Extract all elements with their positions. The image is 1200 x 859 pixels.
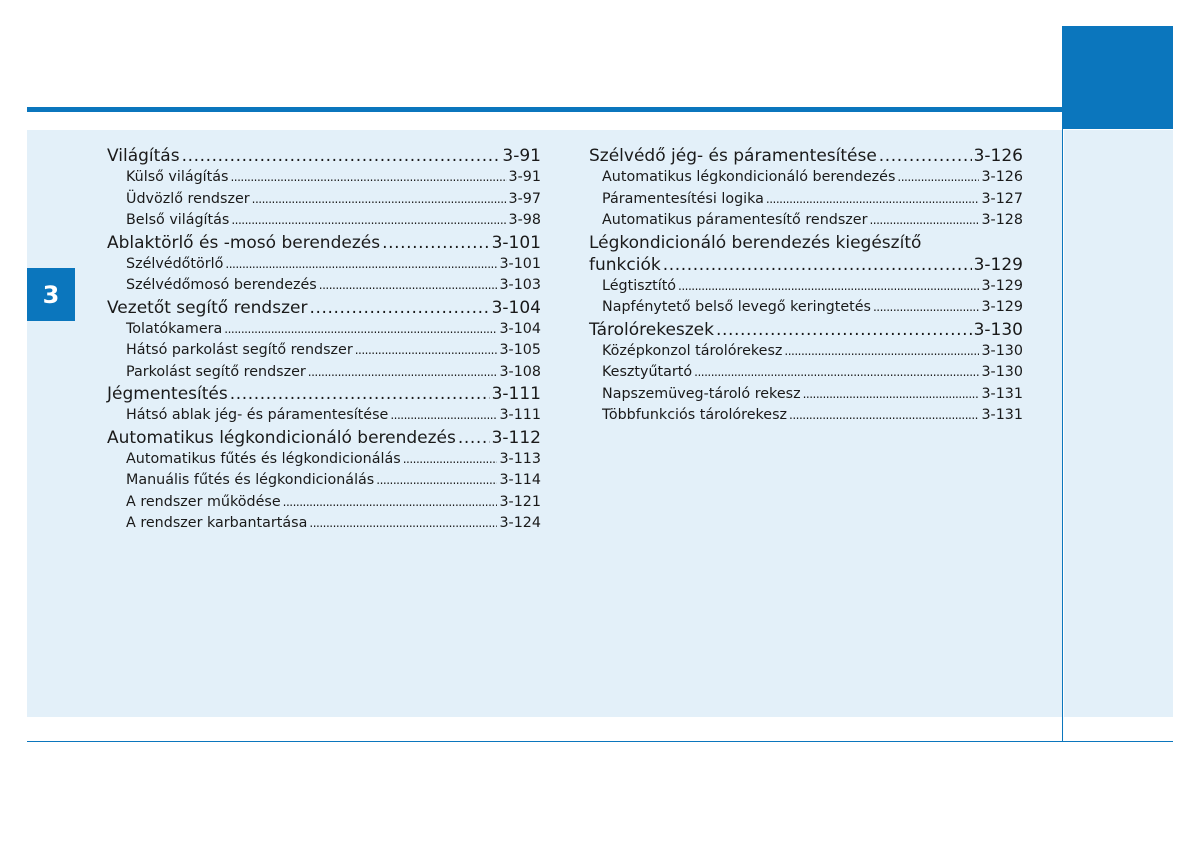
toc-subsection-entry[interactable] xyxy=(107,167,541,189)
toc-entry-title: A rendszer működése xyxy=(126,493,281,510)
toc-dot-leader xyxy=(252,189,507,211)
toc-entry-title: Légtisztító xyxy=(602,277,677,294)
toc-page-number: 3-129 xyxy=(981,299,1023,315)
toc-entry-title: Külső világítás xyxy=(126,169,229,185)
side-panel xyxy=(1064,130,1173,717)
toc-subsection-entry[interactable] xyxy=(107,513,541,535)
toc-subsection-entry[interactable] xyxy=(107,492,541,514)
toc-page-number: 3-131 xyxy=(981,407,1023,423)
toc-entry-title: Többfunkciós tárolórekesz xyxy=(602,407,788,423)
toc-entry-title: Világítás xyxy=(107,146,180,166)
toc-page-number: 3-129 xyxy=(981,277,1023,294)
toc-entry-title: Napfénytető belső levegő keringtetés xyxy=(602,299,871,315)
toc-page-number: 3-108 xyxy=(499,363,541,380)
toc-page-number: 3-91 xyxy=(502,146,541,166)
toc-left-column xyxy=(107,145,541,535)
toc-page-number: 3-114 xyxy=(499,472,541,488)
toc-subsection-entry[interactable] xyxy=(589,276,1023,298)
toc-entry-title: Páramentesítési logika xyxy=(602,190,764,207)
toc-subsection-entry[interactable] xyxy=(589,297,1023,319)
toc-entry-title: Automatikus fűtés és légkondicionálás xyxy=(126,450,401,467)
toc-entry-title: Automatikus légkondicionáló berendezés xyxy=(107,427,456,448)
toc-entry-title: Manuális fűtés és légkondicionálás xyxy=(126,472,375,488)
toc-entry-title: A rendszer karbantartása xyxy=(126,515,308,531)
toc-dot-leader xyxy=(869,210,979,232)
toc-entry-title: Kesztyűtartó xyxy=(602,364,693,380)
toc-subsection-entry[interactable] xyxy=(589,384,1023,406)
toc-entry-title: Hátsó parkolást segítő rendszer xyxy=(126,342,353,358)
toc-entry-title: Hátsó ablak jég- és páramentesítése xyxy=(126,407,389,423)
toc-page-number: 3-130 xyxy=(981,364,1023,380)
toc-subsection-entry[interactable] xyxy=(107,470,541,492)
toc-dot-leader xyxy=(897,167,979,189)
toc-dot-leader xyxy=(182,145,501,167)
toc-dot-leader xyxy=(678,276,979,298)
toc-page-number: 3-104 xyxy=(499,320,541,337)
toc-subsection-entry[interactable] xyxy=(107,405,541,427)
toc-dot-leader xyxy=(458,427,490,449)
toc-dot-leader xyxy=(694,362,979,384)
toc-dot-leader xyxy=(879,145,972,167)
toc-section-entry[interactable] xyxy=(107,145,541,167)
toc-page-number: 3-121 xyxy=(499,493,541,510)
toc-entry-title: Napszemüveg-tároló rekesz xyxy=(602,385,801,402)
toc-subsection-entry[interactable] xyxy=(107,254,541,276)
toc-dot-leader xyxy=(766,189,980,211)
toc-page-number: 3-130 xyxy=(973,319,1023,340)
toc-dot-leader xyxy=(403,449,498,471)
toc-heading-line: Légkondicionáló berendezés kiegészítő xyxy=(589,232,922,253)
toc-section-entry[interactable] xyxy=(107,297,541,319)
toc-subsection-entry[interactable] xyxy=(107,362,541,384)
toc-page-number: 3-126 xyxy=(973,146,1023,166)
toc-section-entry[interactable] xyxy=(589,319,1023,341)
toc-page-number: 3-98 xyxy=(508,212,541,228)
toc-page-number: 3-126 xyxy=(981,169,1023,185)
toc-subsection-entry[interactable] xyxy=(107,210,541,232)
toc-dot-leader xyxy=(230,383,490,405)
toc-dot-leader xyxy=(663,254,972,276)
toc-page-number: 3-127 xyxy=(981,190,1023,207)
toc-subsection-entry[interactable] xyxy=(589,362,1023,384)
toc-page-number: 3-111 xyxy=(491,384,541,404)
toc-page-number: 3-129 xyxy=(973,254,1023,275)
toc-section-entry[interactable] xyxy=(589,145,1023,167)
toc-entry-title: funkciók xyxy=(589,254,661,275)
toc-dot-leader xyxy=(230,167,506,189)
toc-section-entry[interactable] xyxy=(107,383,541,405)
toc-dot-leader xyxy=(231,210,506,232)
toc-entry-title: Belső világítás xyxy=(126,212,230,228)
toc-subsection-entry[interactable] xyxy=(107,340,541,362)
toc-page-number: 3-101 xyxy=(491,232,541,253)
toc-entry-title: Jégmentesítés xyxy=(107,384,228,404)
toc-dot-leader xyxy=(355,340,498,362)
toc-subsection-entry[interactable] xyxy=(107,319,541,341)
toc-entry-title: Ablaktörlő és -mosó berendezés xyxy=(107,232,381,253)
toc-dot-leader xyxy=(309,513,497,535)
toc-entry-title: Szélvédőtörlő xyxy=(126,255,224,272)
toc-dot-leader xyxy=(716,319,972,341)
toc-entry-title: Parkolást segítő rendszer xyxy=(126,363,306,380)
toc-subsection-entry[interactable] xyxy=(107,449,541,471)
toc-page-number: 3-103 xyxy=(499,277,541,293)
toc-page-number: 3-97 xyxy=(508,190,541,207)
toc-subsection-entry[interactable] xyxy=(589,189,1023,211)
toc-dot-leader xyxy=(309,297,489,319)
toc-entry-title: Szélvédőmosó berendezés xyxy=(126,277,317,293)
toc-subsection-entry[interactable] xyxy=(589,341,1023,363)
toc-dot-leader xyxy=(382,232,490,254)
toc-dot-leader xyxy=(376,470,497,492)
toc-dot-leader xyxy=(283,492,498,514)
toc-section-entry[interactable] xyxy=(107,427,541,449)
toc-right-column xyxy=(589,145,1023,427)
toc-page-number: 3-104 xyxy=(491,297,541,318)
toc-entry-title: Tárolórekeszek xyxy=(589,319,714,340)
toc-entry-title: Középkonzol tárolórekesz xyxy=(602,342,783,359)
toc-entry-title: Vezetőt segítő rendszer xyxy=(107,297,308,318)
toc-subsection-entry[interactable] xyxy=(589,210,1023,232)
corner-tab xyxy=(1062,26,1173,129)
toc-page-number: 3-112 xyxy=(491,427,541,448)
toc-dot-leader xyxy=(784,341,979,363)
toc-page-number: 3-131 xyxy=(981,385,1023,402)
toc-entry-title: Automatikus páramentesítő rendszer xyxy=(602,212,868,228)
toc-dot-leader xyxy=(224,319,497,341)
toc-subsection-entry[interactable] xyxy=(589,167,1023,189)
toc-entry-title: Üdvözlő rendszer xyxy=(126,190,250,207)
toc-section-entry[interactable] xyxy=(589,254,1023,276)
toc-page-number: 3-111 xyxy=(499,407,541,423)
toc-page-number: 3-101 xyxy=(499,255,541,272)
toc-subsection-entry[interactable] xyxy=(107,275,541,297)
toc-section-entry[interactable] xyxy=(107,232,541,254)
toc-dot-leader xyxy=(225,254,497,276)
toc-page-number: 3-91 xyxy=(508,169,541,185)
bottom-rule xyxy=(27,741,1173,742)
toc-dot-leader xyxy=(789,405,979,427)
toc-page-number: 3-124 xyxy=(499,515,541,531)
toc-subsection-entry[interactable] xyxy=(589,405,1023,427)
toc-page-number: 3-128 xyxy=(981,212,1023,228)
toc-dot-leader xyxy=(390,405,497,427)
toc-entry-title: Tolatókamera xyxy=(126,320,223,337)
toc-entry-title: Szélvédő jég- és páramentesítése xyxy=(589,146,877,166)
toc-dot-leader xyxy=(319,275,498,297)
toc-page-number: 3-105 xyxy=(499,342,541,358)
toc-entry-title: Automatikus légkondicionáló berendezés xyxy=(602,169,896,185)
toc-page-number: 3-113 xyxy=(499,450,541,467)
toc-page-number: 3-130 xyxy=(981,342,1023,359)
toc-subsection-entry[interactable] xyxy=(107,189,541,211)
toc-dot-leader xyxy=(873,297,979,319)
toc-dot-leader xyxy=(308,362,498,384)
margin-rule xyxy=(1062,112,1063,742)
toc-dot-leader xyxy=(803,384,980,406)
top-rule xyxy=(27,107,1062,112)
chapter-number-tab: 3 xyxy=(27,268,75,321)
